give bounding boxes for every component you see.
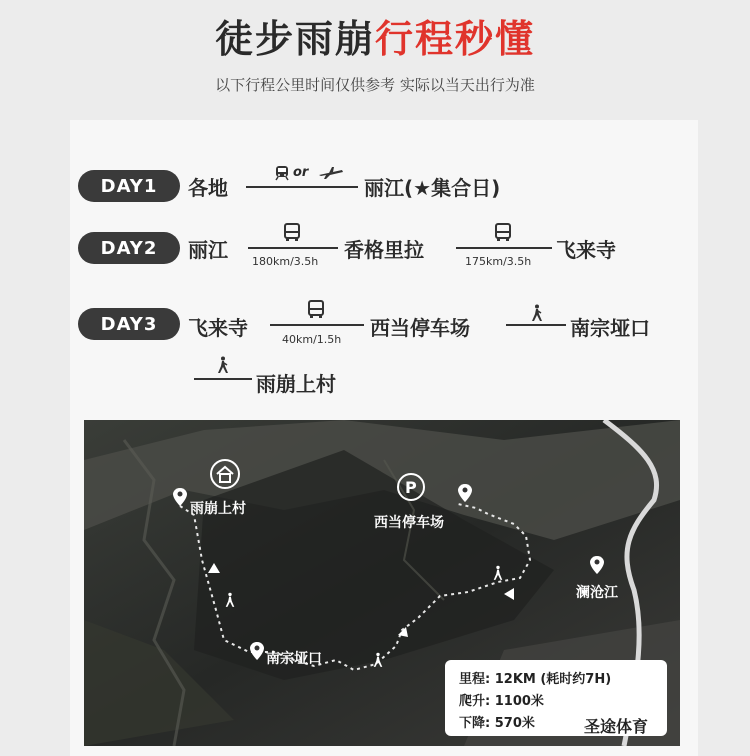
stat-descent: 下降: 570米 xyxy=(459,716,535,731)
train-icon xyxy=(274,165,290,185)
location-pin-icon xyxy=(250,642,264,664)
map-label-parking: 西当停车场 xyxy=(374,515,444,531)
svg-text:P: P xyxy=(405,478,417,497)
location-pin-icon xyxy=(173,488,187,510)
map-label-river: 澜沧江 xyxy=(576,585,618,601)
day2-place-2: 香格里拉 xyxy=(344,238,424,262)
day2-place-3: 飞来寺 xyxy=(556,238,616,262)
arrow-left-icon xyxy=(398,624,410,643)
day1-transport-or: or xyxy=(293,165,309,180)
day3-place-2: 西当停车场 xyxy=(370,316,470,340)
day3-badge: DAY3 xyxy=(78,308,180,340)
location-pin-icon xyxy=(458,484,472,506)
bus-icon xyxy=(493,222,513,246)
day2-route-line-1 xyxy=(248,247,338,249)
day1-route-line xyxy=(246,186,358,188)
arrow-up-icon xyxy=(208,560,220,579)
day2-place-1: 丽江 xyxy=(188,238,228,262)
arrow-left-icon xyxy=(504,585,516,604)
hiker-icon xyxy=(372,652,384,672)
day2-badge: DAY2 xyxy=(78,232,180,264)
day1-from: 各地 xyxy=(188,176,228,200)
hiker-icon xyxy=(216,356,230,378)
airplane-icon xyxy=(318,165,344,184)
day1-badge: DAY1 xyxy=(78,170,180,202)
title-part-red: 行程秒懂 xyxy=(375,17,536,61)
day3-place-4: 雨崩上村 xyxy=(256,372,336,396)
location-pin-icon xyxy=(590,556,604,578)
page-subtitle: 以下行程公里时间仅供参考 实际以当天出行为准 xyxy=(215,76,535,94)
day2-distance-2: 175km/3.5h xyxy=(465,255,532,268)
day3-distance-1: 40km/1.5h xyxy=(282,333,342,346)
map-label-pass: 南宗垭口 xyxy=(266,651,322,667)
stat-distance: 里程: 12KM (耗时约7H) xyxy=(459,672,612,687)
parking-icon xyxy=(396,472,426,506)
day2-distance-1: 180km/3.5h xyxy=(252,255,319,268)
hiker-icon xyxy=(224,592,236,612)
day3-place-1: 飞来寺 xyxy=(188,316,248,340)
home-icon xyxy=(209,458,241,494)
bus-icon xyxy=(306,299,326,323)
hiker-icon xyxy=(492,565,504,585)
day3-route-line-1 xyxy=(270,324,364,326)
brand-logo-text: 圣途体育 xyxy=(584,717,649,736)
title-part-dark: 徒步雨崩 xyxy=(214,17,375,61)
day1-to: 丽江(★集合日) xyxy=(364,176,501,200)
hiker-icon xyxy=(530,304,544,326)
map-label-upper-village: 雨崩上村 xyxy=(190,501,246,517)
stat-ascent: 爬升: 1100米 xyxy=(459,694,544,709)
day3-route-line-3 xyxy=(194,378,252,380)
day2-route-line-2 xyxy=(456,247,552,249)
page-title xyxy=(0,8,750,63)
bus-icon xyxy=(282,222,302,246)
day3-place-3: 南宗垭口 xyxy=(570,316,650,340)
